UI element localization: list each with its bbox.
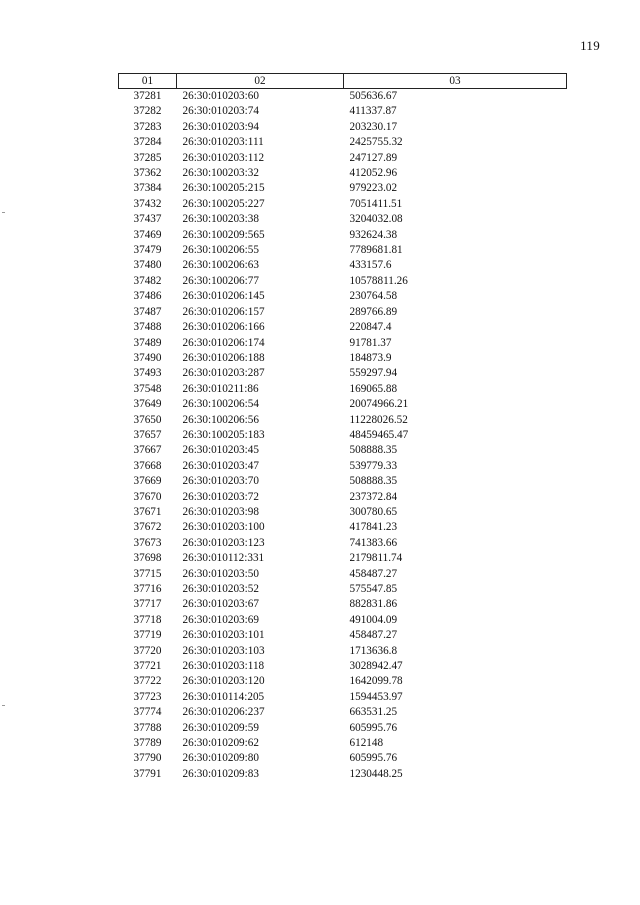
row-id-cell: 37432 — [133, 197, 162, 210]
value-cell: 575547.85 — [349, 583, 398, 595]
table-row — [119, 289, 567, 304]
table-row — [119, 721, 567, 736]
value-cell: 508888.35 — [349, 444, 398, 457]
value-cell: 882831.86 — [349, 598, 398, 611]
row-id-cell: 37487 — [133, 305, 162, 318]
value-cell: 220847.4 — [349, 321, 392, 334]
table-row — [119, 690, 567, 705]
row-id-cell: 37285 — [133, 151, 162, 164]
row-id-cell: 37493 — [133, 367, 162, 380]
value-cell: 605995.76 — [349, 721, 398, 734]
row-id-cell: 37649 — [133, 398, 162, 411]
value-cell: 247127.89 — [349, 151, 398, 164]
row-id-cell: 37657 — [133, 428, 162, 441]
table-row — [119, 659, 567, 674]
cadastral-number-cell: 26:30:010203:47 — [182, 459, 259, 472]
row-id-cell: 37282 — [133, 105, 162, 118]
cadastral-number-cell: 26:30:010206:237 — [182, 706, 265, 719]
table-row — [119, 628, 567, 643]
cadastral-number-cell: 26:30:010203:112 — [182, 151, 265, 164]
cadastral-number-cell: 26:30:010209:80 — [182, 752, 259, 765]
table-row — [119, 413, 567, 428]
value-cell: 741383.66 — [349, 536, 398, 549]
table-row — [119, 397, 567, 412]
table-row — [119, 536, 567, 551]
row-id-cell: 37673 — [133, 536, 162, 549]
table-row — [119, 166, 567, 181]
cadastral-number-cell: 26:30:010203:50 — [182, 567, 259, 580]
value-cell: 458487.27 — [349, 629, 398, 642]
row-id-cell: 37718 — [133, 613, 162, 626]
table-row — [119, 505, 567, 520]
table-row — [119, 674, 567, 689]
value-cell: 508888.35 — [349, 475, 398, 488]
cadastral-number-cell: 26:30:100205:215 — [182, 182, 265, 195]
row-id-cell: 37788 — [133, 721, 162, 734]
value-cell: 237372.84 — [349, 490, 398, 503]
cadastral-number-cell: 26:30:010203:118 — [182, 660, 265, 673]
value-cell: 10578811.26 — [349, 274, 408, 287]
row-id-cell: 37479 — [133, 244, 162, 257]
table-row — [119, 520, 567, 535]
cadastral-number-cell: 26:30:100206:56 — [182, 413, 259, 426]
cadastral-number-cell: 26:30:010112:331 — [182, 552, 265, 565]
row-id-cell: 37667 — [133, 444, 162, 457]
value-cell: 412052.96 — [349, 167, 398, 180]
cadastral-number-cell: 26:30:010203:123 — [182, 536, 265, 549]
cadastral-number-cell: 26:30:100209:565 — [182, 228, 265, 241]
table-row — [119, 443, 567, 458]
table-row — [119, 366, 567, 381]
table-row — [119, 151, 567, 166]
table-row — [119, 135, 567, 150]
cadastral-number-cell: 26:30:010203:94 — [182, 120, 259, 133]
column-header-03: 03 — [344, 74, 567, 89]
table-row — [119, 751, 567, 766]
value-cell: 300780.65 — [349, 505, 398, 518]
row-id-cell: 37723 — [133, 690, 162, 703]
row-id-cell: 37482 — [133, 274, 162, 287]
table-row — [119, 197, 567, 212]
value-cell: 491004.09 — [349, 613, 398, 626]
row-id-cell: 37486 — [133, 290, 162, 303]
cadastral-number-cell: 26:30:010206:174 — [182, 336, 265, 349]
value-cell: 1713636.8 — [349, 644, 398, 657]
table-row — [119, 243, 567, 258]
row-id-cell: 37284 — [133, 136, 162, 149]
table-body — [119, 89, 567, 783]
row-id-cell: 37716 — [133, 583, 162, 595]
value-cell: 230764.58 — [349, 290, 398, 303]
table-row — [119, 644, 567, 659]
cadastral-number-cell: 26:30:010206:145 — [182, 290, 265, 303]
table-row — [119, 736, 567, 751]
cadastral-number-cell: 26:30:010206:166 — [182, 321, 265, 334]
row-id-cell: 37488 — [133, 321, 162, 334]
row-id-cell: 37384 — [133, 182, 162, 195]
row-id-cell: 37722 — [133, 675, 162, 688]
table-row — [119, 274, 567, 289]
cadastral-number-cell: 26:30:100206:63 — [182, 259, 259, 272]
table-row — [119, 551, 567, 566]
value-cell: 411337.87 — [349, 105, 397, 118]
table-row — [119, 490, 567, 505]
cadastral-number-cell: 26:30:010203:45 — [182, 444, 259, 457]
value-cell: 7051411.51 — [349, 197, 403, 210]
cadastral-number-cell: 26:30:100203:38 — [182, 213, 259, 226]
value-cell: 979223.02 — [349, 182, 398, 195]
margin-mark — [2, 705, 5, 706]
cadastral-number-cell: 26:30:010203:100 — [182, 521, 265, 534]
value-cell: 539779.33 — [349, 459, 398, 472]
table-row — [119, 320, 567, 335]
row-id-cell: 37283 — [133, 120, 162, 133]
value-cell: 91781.37 — [349, 336, 392, 349]
cadastral-number-cell: 26:30:010203:98 — [182, 505, 259, 518]
cadastral-number-cell: 26:30:010203:52 — [182, 583, 259, 595]
table-row — [119, 258, 567, 273]
row-id-cell: 37789 — [133, 737, 162, 750]
value-cell: 1230448.25 — [349, 767, 403, 780]
cadastral-number-cell: 26:30:100206:54 — [182, 398, 259, 411]
row-id-cell: 37469 — [133, 228, 162, 241]
value-cell: 3028942.47 — [349, 660, 403, 673]
table-row — [119, 228, 567, 243]
row-id-cell: 37721 — [133, 660, 162, 673]
row-id-cell: 37437 — [133, 213, 162, 226]
cadastral-number-cell: 26:30:010209:59 — [182, 721, 259, 734]
row-id-cell: 37670 — [133, 490, 162, 503]
table-row — [119, 305, 567, 320]
table-row — [119, 459, 567, 474]
cadastral-number-cell: 26:30:010206:188 — [182, 351, 265, 364]
value-cell: 1642099.78 — [349, 675, 403, 688]
cadastral-number-cell: 26:30:010209:83 — [182, 767, 259, 780]
value-cell: 458487.27 — [349, 567, 398, 580]
value-cell: 169065.88 — [349, 382, 398, 395]
cadastral-number-cell: 26:30:010211:86 — [182, 382, 259, 395]
value-cell: 184873.9 — [349, 351, 392, 364]
cadastral-number-cell: 26:30:010203:72 — [182, 490, 259, 503]
cadastral-number-cell: 26:30:010206:157 — [182, 305, 265, 318]
value-cell: 7789681.81 — [349, 244, 403, 257]
value-cell: 559297.94 — [349, 367, 398, 380]
row-id-cell: 37671 — [133, 505, 162, 518]
table-row — [119, 382, 567, 397]
cadastral-number-cell: 26:30:010203:60 — [182, 90, 259, 102]
cadastral-number-cell: 26:30:010203:287 — [182, 367, 265, 380]
table-header — [119, 74, 567, 89]
table-row — [119, 120, 567, 135]
table-row — [119, 597, 567, 612]
table-row — [119, 336, 567, 351]
cadastral-number-cell: 26:30:010203:67 — [182, 598, 259, 611]
cadastral-number-cell: 26:30:010203:69 — [182, 613, 259, 626]
row-id-cell: 37490 — [133, 351, 162, 364]
row-id-cell: 37720 — [133, 644, 162, 657]
cadastral-number-cell: 26:30:100205:183 — [182, 428, 265, 441]
row-id-cell: 37650 — [133, 413, 162, 426]
table-row — [119, 582, 567, 597]
cadastral-number-cell: 26:30:010203:70 — [182, 475, 259, 488]
table-row — [119, 104, 567, 119]
row-id-cell: 37489 — [133, 336, 162, 349]
row-id-cell: 37362 — [133, 167, 162, 180]
table-row — [119, 567, 567, 582]
row-id-cell: 37668 — [133, 459, 162, 472]
table-row — [119, 613, 567, 628]
cadastral-number-cell: 26:30:010203:74 — [182, 105, 259, 118]
value-cell: 289766.89 — [349, 305, 398, 318]
data-table — [118, 73, 567, 782]
value-cell: 11228026.52 — [349, 413, 408, 426]
table-row — [119, 181, 567, 196]
row-id-cell: 37672 — [133, 521, 162, 534]
row-id-cell: 37717 — [133, 598, 162, 611]
value-cell: 48459465.47 — [349, 428, 409, 441]
value-cell: 932624.38 — [349, 228, 398, 241]
cadastral-number-cell: 26:30:010114:205 — [182, 690, 265, 703]
row-id-cell: 37281 — [133, 90, 162, 102]
value-cell: 2425755.32 — [349, 136, 403, 149]
column-header-02: 02 — [177, 74, 344, 89]
cadastral-number-cell: 26:30:100206:55 — [182, 244, 259, 257]
table-row — [119, 474, 567, 489]
row-id-cell: 37790 — [133, 752, 162, 765]
value-cell: 417841.23 — [349, 521, 398, 534]
table-row — [119, 428, 567, 443]
row-id-cell: 37715 — [133, 567, 162, 580]
row-id-cell: 37480 — [133, 259, 162, 272]
value-cell: 612148 — [349, 737, 384, 750]
table-row — [119, 767, 567, 782]
row-id-cell: 37669 — [133, 475, 162, 488]
table-row — [119, 705, 567, 720]
row-id-cell: 37791 — [133, 767, 162, 780]
row-id-cell: 37719 — [133, 629, 162, 642]
value-cell: 3204032.08 — [349, 213, 403, 226]
row-id-cell: 37548 — [133, 382, 162, 395]
row-id-cell: 37698 — [133, 552, 162, 565]
cadastral-number-cell: 26:30:100205:227 — [182, 197, 265, 210]
table-row — [119, 89, 567, 105]
value-cell: 1594453.97 — [349, 690, 403, 703]
column-header-01: 01 — [119, 74, 177, 89]
table-row — [119, 351, 567, 366]
value-cell: 2179811.74 — [349, 552, 403, 565]
margin-mark — [2, 212, 5, 213]
header-row — [119, 74, 567, 89]
cadastral-number-cell: 26:30:010203:111 — [182, 136, 264, 149]
cadastral-number-cell: 26:30:010203:103 — [182, 644, 265, 657]
row-id-cell: 37774 — [133, 706, 162, 719]
table-row — [119, 212, 567, 227]
value-cell: 203230.17 — [349, 120, 398, 133]
cadastral-number-cell: 26:30:010209:62 — [182, 737, 259, 750]
page-number: 119 — [580, 38, 600, 53]
value-cell: 433157.6 — [349, 259, 392, 272]
cadastral-number-cell: 26:30:010203:120 — [182, 675, 265, 688]
value-cell: 505636.67 — [349, 90, 398, 102]
value-cell: 605995.76 — [349, 752, 398, 765]
value-cell: 663531.25 — [349, 706, 398, 719]
cadastral-number-cell: 26:30:100206:77 — [182, 274, 259, 287]
cadastral-number-cell: 26:30:010203:101 — [182, 629, 265, 642]
cadastral-number-cell: 26:30:100203:32 — [182, 167, 259, 180]
value-cell: 20074966.21 — [349, 398, 409, 411]
